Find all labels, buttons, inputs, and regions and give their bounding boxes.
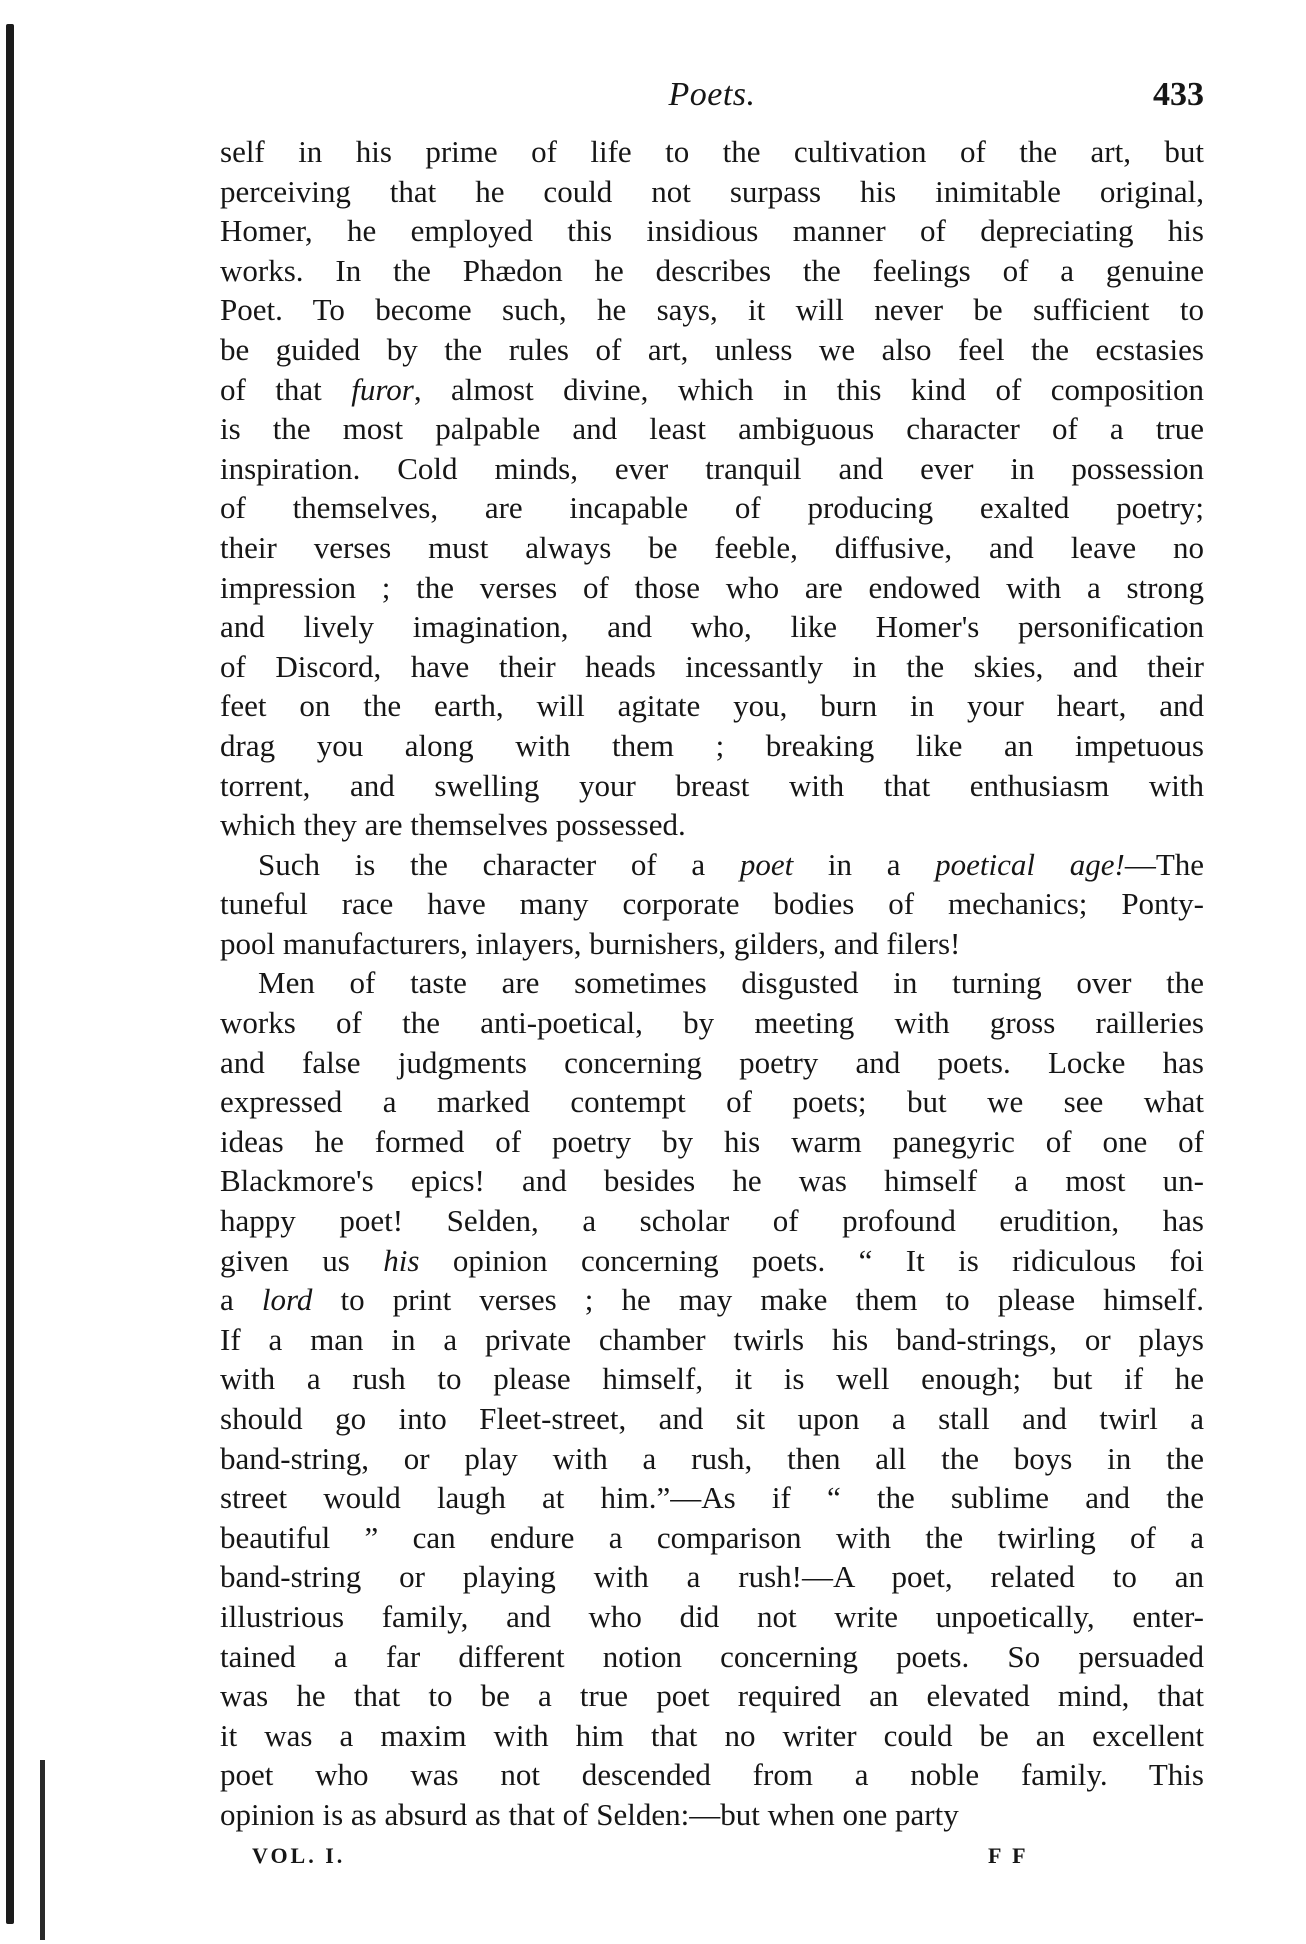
text-line: beautiful ” can endure a comparison with the twirling of a <box>220 1519 1204 1555</box>
text-line: ideas he formed of poetry by his warm panegyric of one of <box>220 1123 1204 1159</box>
text-segment: given us <box>220 1242 384 1278</box>
text-line: tuneful race have many corporate bodies of mechanics; Ponty- <box>220 886 1204 922</box>
italic-text: poetical age! <box>935 846 1125 882</box>
text-line: it was a maxim with him that no writer could be an excellent <box>220 1717 1204 1753</box>
text-line: self in his prime of life to the cultivation of the art, but <box>220 134 1204 169</box>
paragraph <box>220 963 1204 1834</box>
text-line: band-string, or play with a rush, then all the boys in the <box>220 1440 1204 1476</box>
text-line: torrent, and swelling your breast with that enthusiasm with <box>220 767 1204 803</box>
text-line: impression ; the verses of those who are endowed with a strong <box>220 569 1204 605</box>
text-line: If a man in a private chamber twirls his band-strings, or plays <box>220 1321 1204 1357</box>
binding-shadow-lower <box>40 1760 45 1940</box>
volume-marker: VOL. I. <box>252 1842 346 1868</box>
text-line: of themselves, are incapable of producing exalted poetry; <box>220 490 1204 526</box>
text-line: Poet. To become such, he says, it will never be sufficient to <box>220 292 1204 328</box>
italic-text: lord <box>261 1282 313 1318</box>
text-line: and lively imagination, and who, like Homer's personification <box>220 609 1204 645</box>
binding-shadow <box>6 24 14 1924</box>
text-line <box>220 370 1204 410</box>
text-segment: , almost divine, which in this kind of composition <box>413 371 1204 407</box>
text-line: street would laugh at him.”—As if “ the sublime and the <box>220 1480 1204 1516</box>
text-line: perceiving that he could not surpass his inimitable original, <box>220 173 1204 209</box>
text-line: opinion is as absurd as that of Selden:—but when one party <box>220 1796 959 1832</box>
text-line: poet who was not descended from a noble family. This <box>220 1757 1204 1793</box>
text-segment: Such is the character of a <box>258 846 740 882</box>
text-line: expressed a marked contempt of poets; but we see what <box>220 1084 1204 1120</box>
text-line: of Discord, have their heads incessantly in the skies, and their <box>220 648 1204 684</box>
text-segment: —The <box>1124 846 1205 882</box>
text-line: works. In the Phædon he describes the feelings of a genuine <box>220 252 1204 288</box>
text-line <box>220 845 1204 885</box>
text-line: their verses must always be feeble, diffusive, and leave no <box>220 529 1204 565</box>
text-line: which they are themselves possessed. <box>220 807 686 843</box>
page-number: 433 <box>1153 76 1204 113</box>
text-line: drag you along with them ; breaking like an impetuous <box>220 727 1204 763</box>
text-line: works of the anti-poetical, by meeting with gross railleries <box>220 1005 1204 1041</box>
text-line <box>220 1241 1204 1281</box>
text-segment: in a <box>793 846 936 882</box>
text-line: inspiration. Cold minds, ever tranquil and ever in possession <box>220 450 1204 486</box>
text-line: and false judgments concerning poetry and poets. Locke has <box>220 1044 1204 1080</box>
text-line: should go into Fleet-street, and sit upon a stall and twirl a <box>220 1401 1204 1436</box>
text-segment: opinion concerning poets. “ It is ridiculous foi <box>419 1242 1205 1278</box>
body-text <box>220 132 1204 1835</box>
text-segment: a <box>220 1282 262 1318</box>
text-line: band-string or playing with a rush!—A poet, related to an <box>220 1559 1204 1595</box>
text-line: Blackmore's epics! and besides he was himself a most un- <box>220 1163 1204 1199</box>
text-line: be guided by the rules of art, unless we also feel the ecstasies <box>220 331 1204 367</box>
text-line: Men of taste are sometimes disgusted in turning over the <box>258 965 1204 1001</box>
text-line: Homer, he employed this insidious manner of depreciating his <box>220 213 1204 249</box>
text-line: was he that to be a true poet required an elevated mind, that <box>220 1678 1204 1714</box>
text-line: happy poet! Selden, a scholar of profound erudition, has <box>220 1203 1204 1239</box>
italic-text: poet <box>739 846 794 882</box>
page-footer <box>220 1843 1204 1877</box>
italic-text: furor <box>351 371 414 407</box>
text-segment: of that <box>220 371 352 407</box>
italic-text: his <box>383 1242 420 1278</box>
running-title: Poets. <box>668 76 756 113</box>
book-page <box>220 76 1204 1877</box>
text-line: with a rush to please himself, it is well enough; but if he <box>220 1361 1204 1397</box>
book-binding-edge <box>0 0 52 1944</box>
text-line <box>220 1280 1204 1320</box>
text-line: pool manufacturers, inlayers, burnishers, gilders, and filers! <box>220 925 961 961</box>
paragraph <box>220 845 1204 964</box>
text-line: feet on the earth, will agitate you, burn in your heart, and <box>220 688 1204 724</box>
text-line: is the most palpable and least ambiguous character of a true <box>220 411 1204 447</box>
text-segment: to print verses ; he may make them to please himself. <box>312 1282 1204 1318</box>
signature-mark: F F <box>988 1842 1029 1868</box>
running-head <box>220 76 1204 132</box>
paragraph <box>220 132 1204 845</box>
text-line: tained a far different notion concerning poets. So persuaded <box>220 1638 1204 1674</box>
text-line: illustrious family, and who did not write unpoetically, enter- <box>220 1598 1204 1634</box>
